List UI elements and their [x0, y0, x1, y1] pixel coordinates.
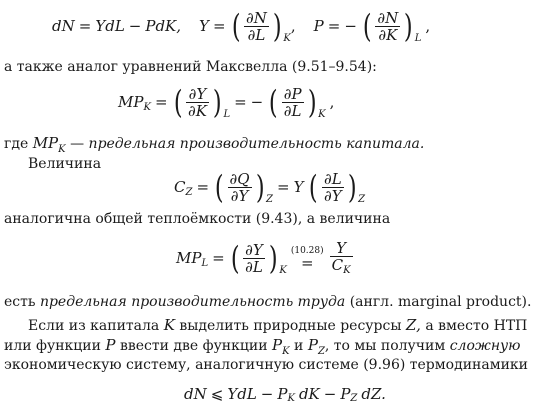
eq1-p: P	[313, 17, 324, 35]
text-analog: аналогична общей теплоёмкости (9.43), а величина	[4, 211, 391, 227]
eq4-frac-dy-dl: $\frac{\partial Y}{\partial L}$	[245, 240, 263, 276]
term-labor-productivity: предельная производительность труда	[39, 294, 346, 310]
equation-mpl: MP L = ( $\frac{\partial Y}{\partial L}$ ) K (10.28) = $\frac{Y}{C_K}$	[176, 239, 351, 277]
eq1-lhs: dN	[52, 17, 75, 35]
eq1-sub-k: K	[283, 32, 291, 44]
eq1-rhs-ydl: YdL	[95, 17, 125, 35]
equation-inequality: dN ⩽ YdL − P K dK − P Z dZ.	[184, 385, 386, 404]
equation-mpk: MP K = ( $\frac{\partial Y}{\partial K}$ ) L = − ( $\frac{\partial P}{\partial L}$ ) K ,	[118, 83, 335, 121]
para-line-3: экономическую систему, аналогичную системе (9.96) термодинамики	[4, 357, 529, 373]
text-quantity: Величина	[28, 156, 102, 172]
eq4-frac-y-ck: $\frac{Y}{C_K}$	[331, 239, 351, 276]
eq1-sub-l: L	[414, 32, 422, 44]
para-line-1: Если из капитала K выделить природные ресурсы Z, а вместо НТП	[28, 316, 528, 334]
eq1-frac-dn-dl: $\frac{\partial N}{\partial L}$	[246, 8, 267, 44]
eq2-lhs: MP	[118, 93, 144, 111]
equation-dn: dN = YdL − PdK, Y = ( $\frac{\partial N}{\partial L}$ ) K , P = − ( $\frac{\partial N}{\partial K}$ ) L ,	[52, 7, 431, 45]
term-capital-productivity: предельная производительность капитала.	[88, 136, 425, 152]
equation-cz: C Z = ( $\frac{\partial Q}{\partial Y}$ ) Z = Y ( $\frac{\partial L}{\partial Y}$ ) Z	[174, 168, 366, 206]
eq4-ref-equals: (10.28) =	[290, 246, 324, 272]
para-line-2: или функции P ввести две функции $P_K$ и $P_Z$, то мы получим сложную	[4, 336, 521, 357]
eq3-frac-dq-dy: $\frac{\partial Q}{\partial Y}$	[229, 169, 250, 205]
eq2-frac-dp-dl: $\frac{\partial P}{\partial L}$	[283, 84, 302, 120]
text-labor: есть предельная производительность труда (англ. marginal product).	[4, 294, 532, 310]
eq1-frac-dn-dk: $\frac{\partial N}{\partial K}$	[377, 8, 399, 44]
text-where-mpk: где $MP_K$ — предельная производительность капитала.	[4, 134, 425, 155]
eq1-rhs-pdk: PdK,	[145, 17, 182, 35]
eq1-y: Y	[199, 17, 209, 35]
text-maxwell: а также аналог уравнений Максвелла (9.51–9.54):	[4, 59, 377, 75]
eq2-frac-dy-dk: $\frac{\partial Y}{\partial K}$	[188, 84, 207, 120]
eq3-frac-dl-dy: $\frac{\partial L}{\partial Y}$	[323, 169, 342, 205]
